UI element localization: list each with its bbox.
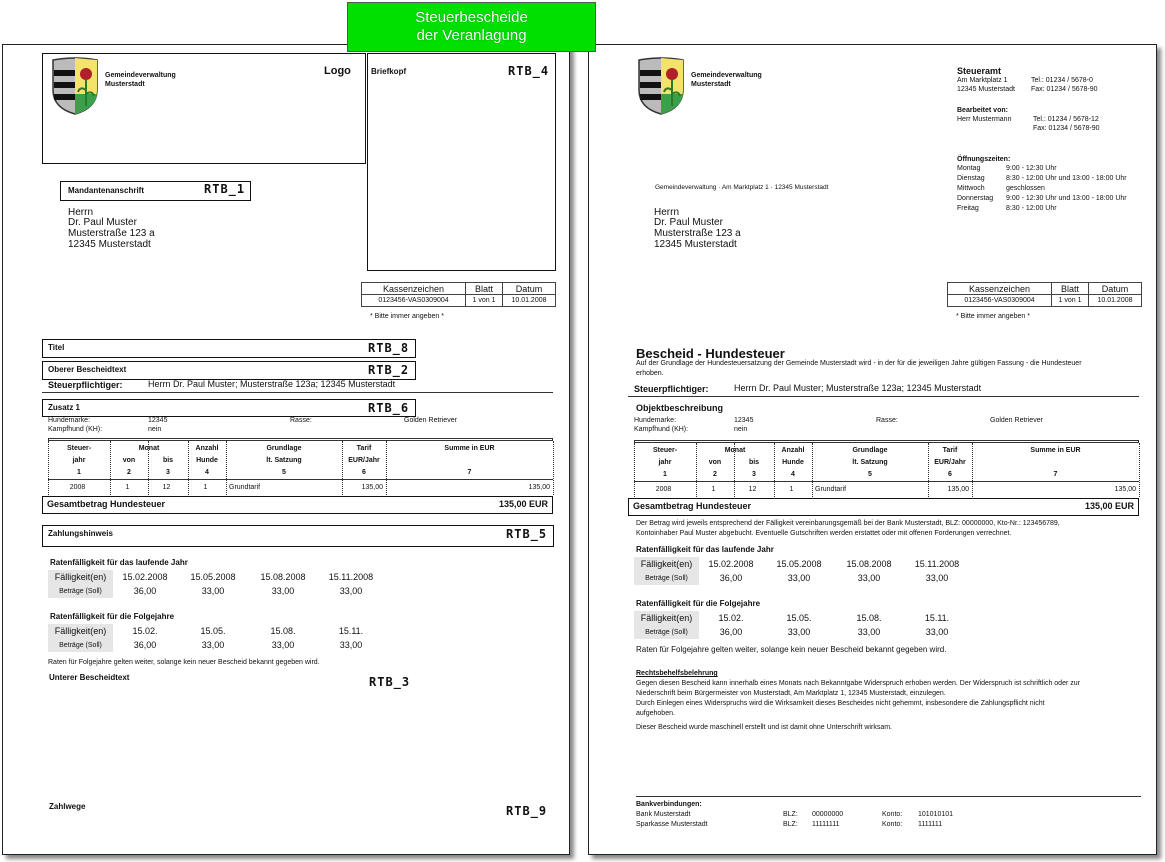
due-date: 15.02. — [132, 626, 158, 636]
bearbeiter-name: Herr Mustermann — [957, 116, 1012, 123]
tax-table-data-cell: 135,00 — [1114, 486, 1136, 493]
tax-table-header-cell: von — [122, 457, 136, 464]
amount-label-cell: Beträge (Soll) — [634, 572, 699, 585]
kassenzeichen-value-cell: 1 von 1 — [465, 294, 503, 307]
zusatz-box-id: RTB_6 — [368, 401, 410, 415]
tax-table-header-cell: Summe in EUR — [444, 445, 495, 452]
steueramt-addr2: 12345 Musterstadt — [957, 86, 1015, 93]
due-date: 15.02. — [718, 613, 744, 623]
tax-table-header-cell: 4 — [205, 469, 209, 476]
hundemarke-label: Hundemarke: — [634, 417, 677, 424]
amount-value: 33,00 — [857, 627, 881, 637]
zahlwege-label: Zahlwege — [49, 802, 86, 811]
header-line2: der Veranlagung — [416, 27, 527, 44]
due-date: 15.11.2008 — [328, 572, 374, 582]
briefkopf-id: RTB_4 — [508, 64, 550, 78]
org-name-line1: Gemeindeverwaltung — [105, 72, 176, 79]
tax-table-header-cell: EUR/Jahr — [934, 459, 966, 466]
tax-table-header-cell: Steuer- — [66, 445, 92, 452]
kassenzeichen-header-cell: Kassenzeichen — [947, 282, 1052, 295]
tax-table-header-cell: Steuer- — [652, 447, 678, 454]
zahlungshinweis-box-label: Zahlungshinweis — [48, 529, 113, 538]
due-date: 15.11. — [338, 626, 364, 636]
recipient-address-line: 12345 Musterstadt — [68, 239, 151, 250]
amount-value: 36,00 — [133, 640, 157, 650]
due-date: 15.08. — [270, 626, 296, 636]
tax-table-header-rule — [48, 479, 553, 480]
footer-divider — [636, 796, 1141, 797]
amount-value: 33,00 — [787, 627, 811, 637]
due-label-cell: Fälligkeit(en) — [48, 624, 113, 639]
kampfhund-label: Kampfhund (KH): — [634, 426, 689, 433]
legal-title: Rechtsbehelfsbelehrung — [636, 670, 718, 677]
briefkopf-box — [367, 53, 556, 271]
tax-table-data-cell: 135,00 — [361, 484, 383, 491]
due-date: 15.05. — [200, 626, 226, 636]
kampfhund-value: nein — [148, 426, 162, 433]
steueramt-fax: Fax: 01234 / 5678-90 — [1031, 86, 1098, 93]
taxpayer-value: Herrn Dr. Paul Muster; Musterstraße 123a; 12345 Musterstadt — [148, 379, 396, 389]
amount-value: 33,00 — [201, 640, 225, 650]
kampfhund-label: Kampfhund (KH): — [48, 426, 103, 433]
tax-table-header-cell: 2 — [127, 469, 131, 476]
kassenzeichen-note: * Bitte immer angeben * — [370, 313, 444, 320]
kampfhund-value: nein — [734, 426, 748, 433]
due-date: 15.11.2008 — [914, 559, 960, 569]
zusatz-box-label: Zusatz 1 — [48, 403, 81, 412]
tax-table-header-cell: 4 — [791, 471, 795, 478]
bank-cell: BLZ: — [783, 811, 798, 818]
due-date: 15.08.2008 — [260, 572, 306, 582]
rates-note: Raten für Folgejahre gelten weiter, solange kein neuer Bescheid bekannt gegeben wird. — [636, 645, 947, 654]
oberer-text-box-label: Oberer Bescheidtext — [48, 365, 127, 374]
tax-table-header-cell: Grundlage — [266, 445, 302, 452]
payment-text1: Der Betrag wird jeweils entsprechend der Fälligkeit vereinbarungsgemäß bei der Bank Musterstadt, BLZ: 00000000, Kto-Nr.: 123456789, — [636, 520, 1060, 527]
tax-table-header-cell: 3 — [752, 471, 756, 478]
hours-day: Montag — [957, 165, 981, 172]
due-label-cell: Fälligkeit(en) — [634, 557, 699, 572]
amount-label-cell: Beträge (Soll) — [48, 639, 113, 652]
divider — [42, 392, 553, 393]
logo-placeholder-label: Logo — [324, 65, 351, 77]
amount-label-cell: Beträge (Soll) — [48, 585, 113, 598]
hundemarke-label: Hundemarke: — [48, 417, 91, 424]
tax-table-header-cell: lt. Satzung — [852, 459, 888, 466]
recipient-address-line: Musterstraße 123 a — [68, 228, 155, 239]
due-date: 15.11. — [924, 613, 950, 623]
tax-table-header-cell: jahr — [658, 459, 672, 466]
tax-table-top-border — [48, 438, 553, 441]
hours-label: Öffnungszeiten: — [957, 156, 1011, 163]
recipient-address-line: Herrn — [654, 207, 680, 218]
kassenzeichen-value-cell: 0123456-VAS0309004 — [361, 294, 466, 307]
tax-table-header-cell: 5 — [868, 471, 872, 478]
total-label: Gesamtbetrag Hundesteuer — [47, 499, 166, 509]
kassenzeichen-header-cell: Datum — [502, 282, 556, 295]
titel-box-label: Titel — [48, 343, 65, 352]
mandant-label: Mandantenanschrift — [68, 186, 145, 195]
rasse-value: Golden Retriever — [404, 417, 457, 424]
amount-value: 33,00 — [271, 640, 295, 650]
tax-table-data-cell: Grundtarif — [229, 484, 261, 491]
hours-day: Freitag — [957, 205, 979, 212]
taxpayer-value: Herrn Dr. Paul Muster; Musterstraße 123a; 12345 Musterstadt — [734, 383, 982, 393]
tax-table-header-cell: bis — [162, 457, 174, 464]
tax-table-header-cell: bis — [748, 459, 760, 466]
due-label-cell: Fälligkeit(en) — [634, 611, 699, 626]
oberer-text-box-id: RTB_2 — [368, 363, 410, 377]
hours-time: 9:00 - 12:30 Uhr und 13:00 - 18:00 Uhr — [1006, 195, 1127, 202]
tax-table-header-cell: EUR/Jahr — [348, 457, 380, 464]
rasse-label: Rasse: — [876, 417, 898, 424]
tax-table-data-cell: 1 — [203, 484, 208, 491]
due-date: 15.05.2008 — [190, 572, 236, 582]
rasse-label: Rasse: — [290, 417, 312, 424]
return-address: Gemeindeverwaltung · Am Marktplatz 1 · 12345 Musterstadt — [655, 184, 829, 191]
amount-value: 33,00 — [271, 586, 295, 596]
tax-table-header-cell: Tarif — [942, 447, 958, 454]
tax-table-header-cell: 7 — [1053, 471, 1058, 478]
amount-value: 33,00 — [339, 640, 363, 650]
coat-of-arms-logo — [50, 56, 100, 116]
zahlwege-id: RTB_9 — [506, 804, 548, 818]
due-date: 15.02.2008 — [122, 572, 168, 582]
tax-table-header-cell: 3 — [166, 469, 170, 476]
tax-table-header-cell: Hunde — [782, 459, 804, 466]
header-banner — [347, 2, 596, 52]
hundemarke-value: 12345 — [148, 417, 168, 424]
steueramt-addr1: Am Marktplatz 1 — [957, 77, 1008, 84]
tax-table-data-cell: 135,00 — [947, 486, 969, 493]
org-name-line2: Musterstadt — [691, 81, 731, 88]
tax-table-header-cell: Summe in EUR — [1030, 447, 1081, 454]
amount-value: 36,00 — [719, 573, 743, 583]
amount-value: 36,00 — [133, 586, 157, 596]
tax-table-header-cell: 6 — [948, 471, 952, 478]
tax-table-header-cell: 5 — [282, 469, 286, 476]
due-date: 15.02.2008 — [708, 559, 754, 569]
taxpayer-label: Steuerpflichtiger: — [48, 380, 123, 390]
amount-value: 36,00 — [719, 627, 743, 637]
steueramt-title: Steueramt — [957, 66, 1002, 76]
titel-box — [42, 339, 416, 358]
kassenzeichen-value-cell: 10.01.2008 — [1088, 294, 1142, 307]
tax-table-header-cell: 2 — [713, 471, 717, 478]
hours-day: Dienstag — [957, 175, 985, 182]
kassenzeichen-note: * Bitte immer angeben * — [956, 313, 1030, 320]
tax-table-data-cell: 1 — [125, 484, 130, 491]
org-name-line2: Musterstadt — [105, 81, 145, 88]
tax-table-header-cell: jahr — [72, 457, 86, 464]
rates-heading: Ratenfälligkeit für die Folgejahre — [50, 612, 175, 621]
tax-table-header-cell: 6 — [362, 469, 366, 476]
bank-cell: 00000000 — [812, 811, 844, 818]
tax-table-header-cell: Anzahl — [195, 445, 219, 452]
bescheid-intro2: erhoben. — [636, 370, 664, 377]
due-date: 15.08. — [856, 613, 882, 623]
tax-table-divider — [1139, 443, 1140, 497]
kassenzeichen-header-cell: Datum — [1088, 282, 1142, 295]
rates-note: Raten für Folgejahre gelten weiter, solange kein neuer Bescheid bekannt gegeben wird. — [48, 659, 320, 666]
bank-cell: Konto: — [882, 811, 903, 818]
amount-value: 33,00 — [857, 573, 881, 583]
tax-table-header-cell: von — [708, 459, 722, 466]
bank-cell: Bank Musterstadt — [636, 811, 691, 818]
hours-time: 8:30 - 12:00 Uhr und 13:00 - 18:00 Uhr — [1006, 175, 1127, 182]
bank-cell: 101010101 — [918, 811, 954, 818]
kassenzeichen-header-cell: Blatt — [1051, 282, 1089, 295]
tax-table-header-cell: lt. Satzung — [266, 457, 302, 464]
kassenzeichen-value-cell: 1 von 1 — [1051, 294, 1089, 307]
unterer-text-label: Unterer Bescheidtext — [49, 673, 130, 682]
steueramt-tel: Tel.: 01234 / 5678-0 — [1031, 77, 1093, 84]
zahlungshinweis-box-id: RTB_5 — [506, 527, 548, 541]
tax-table-header-cell: Hunde — [196, 457, 218, 464]
payment-text2: Kontoinhaber Paul Muster abgebucht. Eventuelle Gutschriften werden erstattet oder mit offenen Forderungen verrechnet. — [636, 530, 1012, 537]
bescheid-intro1: Auf der Grundlage der Hundesteuersatzung der Gemeinde Musterstadt wird - in der für die jeweiligen Jahre gültigen Fassung - die Hundesteuer — [636, 360, 1082, 367]
legal-text-line: Niederschrift beim Bürgermeister von Musterstadt, Am Marktplatz 1, 12345 Musterstadt, einzulegen. — [636, 690, 946, 697]
org-name-line1: Gemeindeverwaltung — [691, 72, 762, 79]
header-line1: Steuerbescheide — [415, 9, 528, 26]
tax-table-header-cell: 1 — [663, 471, 667, 478]
legal-final: Dieser Bescheid wurde maschinell erstellt und ist damit ohne Unterschrift wirksam. — [636, 724, 892, 731]
tax-table-data-cell: 1 — [711, 486, 716, 493]
rates-heading: Ratenfälligkeit für das laufende Jahr — [636, 545, 774, 554]
amount-value: 33,00 — [925, 573, 949, 583]
hours-time: 9:00 - 12:30 Uhr — [1006, 165, 1057, 172]
tax-table-data-cell: 2008 — [655, 486, 672, 493]
recipient-address-line: Herrn — [68, 207, 94, 218]
due-date: 15.05.2008 — [776, 559, 822, 569]
titel-box-id: RTB_8 — [368, 341, 410, 355]
tax-table-data-cell: 135,00 — [528, 484, 550, 491]
amount-value: 33,00 — [201, 586, 225, 596]
unterer-text-id: RTB_3 — [369, 675, 411, 689]
tax-table-data-cell: 2008 — [69, 484, 86, 491]
recipient-address-line: Dr. Paul Muster — [654, 217, 723, 228]
tax-table-divider — [553, 441, 554, 495]
bearbeiter-fax: Fax: 01234 / 5678-90 — [1033, 125, 1100, 132]
tax-table-header-rule — [634, 481, 1139, 482]
legal-text-line: Durch Einlegen eines Widerspruchs wird die Wirksamkeit dieses Bescheides nicht gehemmt, insbesondere die Zahlungspflicht nicht — [636, 700, 1045, 707]
bank-cell: 1111111 — [918, 821, 943, 828]
due-date: 15.05. — [786, 613, 812, 623]
due-date: 15.08.2008 — [846, 559, 892, 569]
tax-table-data-cell: 12 — [748, 486, 757, 493]
recipient-address-line: Dr. Paul Muster — [68, 217, 137, 228]
tax-table-header-cell: Monat — [724, 447, 746, 454]
taxpayer-label: Steuerpflichtiger: — [634, 384, 709, 394]
divider — [628, 396, 1139, 397]
amount-value: 33,00 — [925, 627, 949, 637]
bescheid-title: Bescheid - Hundesteuer — [636, 346, 785, 361]
kassenzeichen-header-cell: Kassenzeichen — [361, 282, 466, 295]
rates-heading: Ratenfälligkeit für die Folgejahre — [636, 599, 761, 608]
tax-table-data-cell: 1 — [789, 486, 794, 493]
tax-table-header-cell: Anzahl — [781, 447, 805, 454]
bank-cell: Konto: — [882, 821, 903, 828]
amount-label-cell: Beträge (Soll) — [634, 626, 699, 639]
kassenzeichen-value-cell: 0123456-VAS0309004 — [947, 294, 1052, 307]
hours-time: 8:30 - 12:00 Uhr — [1006, 205, 1057, 212]
mandant-id: RTB_1 — [204, 182, 246, 196]
legal-text-line: aufgehoben. — [636, 710, 675, 717]
bearbeitet-label: Bearbeitet von: — [957, 107, 1008, 114]
briefkopf-label: Briefkopf — [371, 67, 407, 76]
tax-table-top-border — [634, 440, 1139, 443]
kassenzeichen-header-cell: Blatt — [465, 282, 503, 295]
amount-value: 33,00 — [339, 586, 363, 596]
tax-table-data-cell: Grundtarif — [815, 486, 847, 493]
total-value: 135,00 EUR — [1084, 501, 1134, 511]
bank-title: Bankverbindungen: — [636, 801, 702, 808]
hours-day: Donnerstag — [957, 195, 994, 202]
tax-table-header-cell: 1 — [77, 469, 81, 476]
tax-table-header-cell: Tarif — [356, 445, 372, 452]
zusatz-box — [42, 399, 416, 417]
tax-table-data-cell: 12 — [162, 484, 171, 491]
tax-table-header-cell: Monat — [138, 445, 160, 452]
legal-text-line: Gegen diesen Bescheid kann innerhalb eines Monats nach Bekanntgabe Widerspruch erhoben werden. Der Widerspruch ist schriftlich oder zur — [636, 680, 1080, 687]
coat-of-arms-logo — [636, 56, 686, 116]
objekt-heading: Objektbeschreibung — [636, 403, 724, 413]
kassenzeichen-value-cell: 10.01.2008 — [502, 294, 556, 307]
hours-day: Mittwoch — [957, 185, 985, 192]
bank-cell: BLZ: — [783, 821, 798, 828]
total-label: Gesamtbetrag Hundesteuer — [633, 501, 752, 511]
amount-value: 33,00 — [787, 573, 811, 583]
recipient-address-line: 12345 Musterstadt — [654, 239, 737, 250]
tax-table-header-cell: 7 — [467, 469, 472, 476]
hours-time: geschlossen — [1006, 185, 1045, 192]
hundemarke-value: 12345 — [734, 417, 754, 424]
tax-table-header-cell: Grundlage — [852, 447, 888, 454]
rasse-value: Golden Retriever — [990, 417, 1043, 424]
bearbeiter-tel: Tel.: 01234 / 5678-12 — [1033, 116, 1099, 123]
bank-cell: Sparkasse Musterstadt — [636, 821, 708, 828]
bank-cell: 11111111 — [812, 821, 840, 828]
due-label-cell: Fälligkeit(en) — [48, 570, 113, 585]
total-value: 135,00 EUR — [498, 499, 548, 509]
zahlungshinweis-box — [42, 525, 554, 547]
recipient-address-line: Musterstraße 123 a — [654, 228, 741, 239]
rates-heading: Ratenfälligkeit für das laufende Jahr — [50, 558, 188, 567]
